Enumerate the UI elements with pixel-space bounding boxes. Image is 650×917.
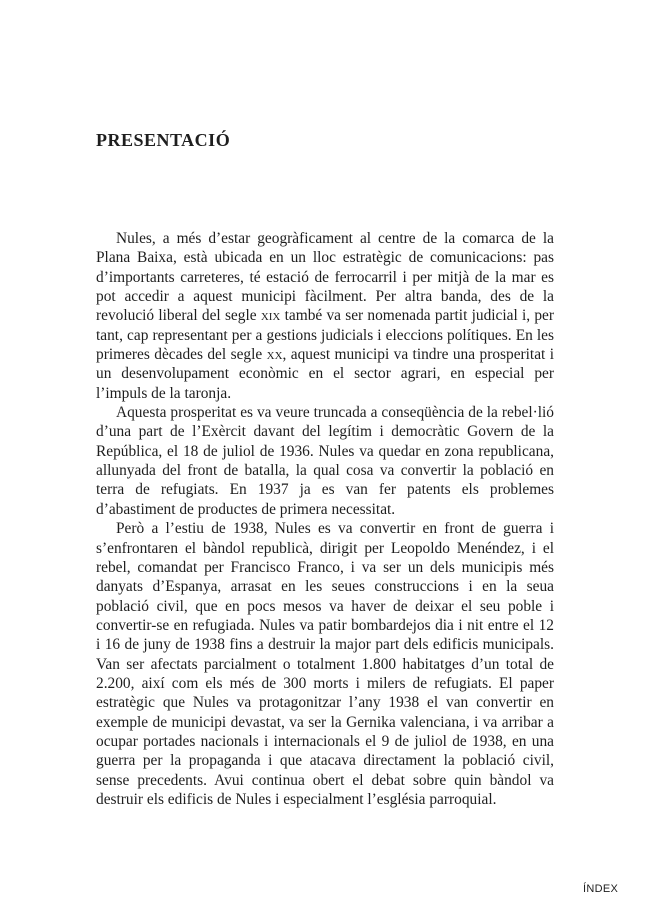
paragraph-1-text-a: Nules, a més d’estar geogràficament al centre de la comarca de la Plana Baixa, està ubicada en un lloc estratègic de comunicacions: pas d’importants carreteres, té estació de ferrocarril i per mitjà de la mar es pot accedir a aquest municipi fàcilment. Per altra banda, des de la revolució liberal del segle	[96, 230, 554, 325]
paragraph-3: Però a l’estiu de 1938, Nules es va convertir en front de guerra i s’enfrontaren el bàndol republicà, dirigit per Leopoldo Menéndez, i el rebel, comandat per Francisco Franco, i va ser un dels municipis més danyats d’Espanya, arrasat en les seues construccions i en la seua població civil, que en pocs mesos va haver de deixar el seu poble i convertir-se en refugiada. Nules va patir bombardejos dia i nit entre el 12 i 16 de juny de 1938 fins a destruir la major part dels edificis municipals. Van ser afectats parcialment o totalment 1.800 habitatges d’un total de 2.200, així com els més de 300 morts i milers de refugiats. El paper estratègic que Nules va protagonitzar l’any 1938 el van convertir en exemple de municipi devastat, va ser la Gernika valenciana, i va arribar a ocupar portades nacionals i internacionals el 9 de juliol de 1938, en una guerra per la propaganda i que atacava directament la població civil, sense precedents. Avui continua obert el debat sobre quin bàndol va destruir els edificis de Nules i especialment l’església parroquial.	[96, 520, 554, 808]
paragraph-2: Aquesta prosperitat es va veure truncada a conseqüència de la rebel·lió d’una part de l’Exèrcit davant del legítim i democràtic Govern de la República, el 18 de juliol de 1936. Nules va quedar en zona republicana, allunyada del front de batalla, la qual cosa va convertir la població en terra de refugiats. En 1937 ja es van fer patents els problemes d’abastiment de productes de primera necessitat.	[96, 404, 554, 518]
paragraph-1	[96, 229, 554, 403]
page-title: PRESENTACIÓ	[96, 130, 231, 150]
paragraph-1-text-c: , aquest municipi va tindre una prosperitat i un desenvolupament econòmic en el sector agrari, en especial per l’impuls de la taronja.	[96, 346, 554, 402]
body-text	[96, 229, 554, 809]
century-numeral-xx: xx	[266, 346, 283, 364]
index-link[interactable]: ÍNDEX	[583, 883, 619, 895]
paragraph-1-text-b: també va ser nomenada partit judicial i, per tant, cap representant per a gestions judicials i eleccions polítiques. En les primeres dècades del segle	[96, 307, 554, 364]
century-numeral-xix: xix	[260, 307, 281, 325]
